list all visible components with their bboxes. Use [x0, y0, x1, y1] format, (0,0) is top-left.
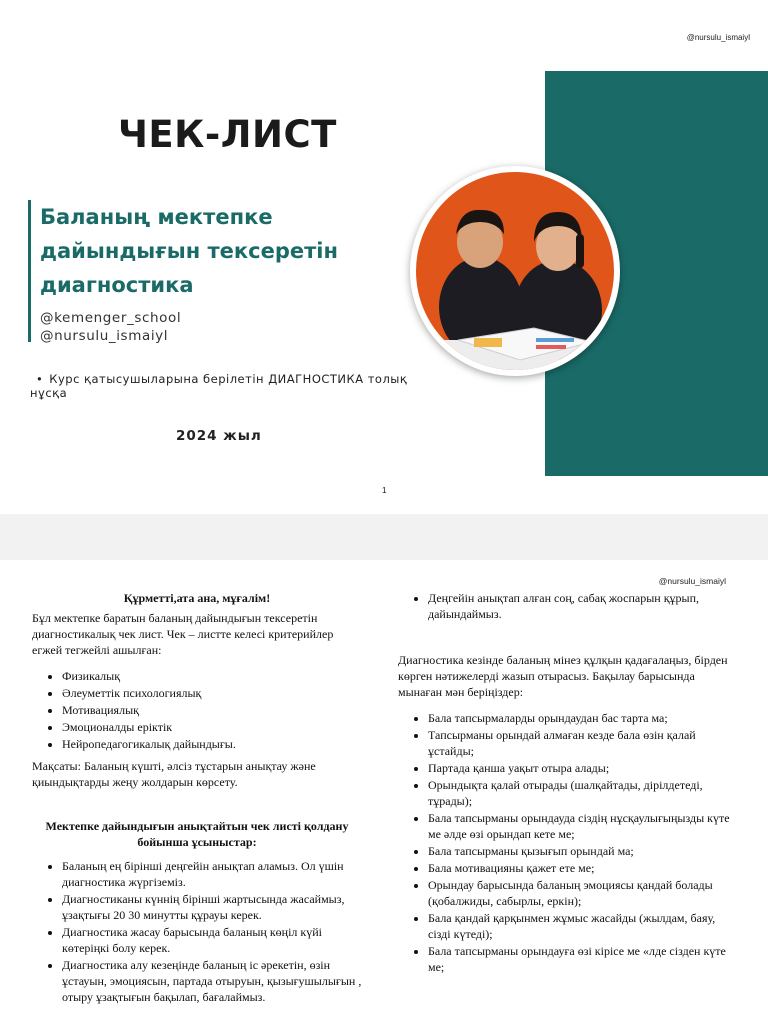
- content-page: [0, 560, 768, 1024]
- list-item: • Орындықта қалай отырады (шалқайтады, дірілдетеді, тұрады);: [428, 777, 736, 809]
- greeting-heading: Құрметті,ата ана, мұғалім!: [123, 591, 271, 605]
- list-item: • Партада қанша уақыт отыра алады;: [428, 760, 736, 776]
- bullet-icon: •: [36, 372, 44, 386]
- course-note: • Курс қатысушыларына берілетін ДИАГНОСТИКА толық нұсқа: [30, 372, 408, 400]
- children-photo: [410, 166, 620, 376]
- list-item: • Эмоционалды ерiктiк: [62, 719, 362, 735]
- left-column: [32, 590, 362, 1006]
- recommendations-heading: Мектепке дайындығын анықтайтын чек листі қолдану бойынша ұсыныстар:: [45, 819, 349, 849]
- list-item: • Бала тапсырманы орындауда сіздің нұсқаулығыңызды күте ме әлде өзі орындап кете ме;: [428, 810, 736, 842]
- observations-list: [398, 710, 736, 975]
- list-item: • Мотивациялық: [62, 702, 362, 718]
- list-item: • Әлеуметтік психологиялық: [62, 685, 362, 701]
- criteria-list: [32, 668, 362, 752]
- children-photo-illustration: [416, 172, 614, 370]
- list-item: • Бала тапсырманы орындауға өзі кірісе ме «лде сізден күте ме;: [428, 943, 736, 975]
- list-item: • Баланың ең бірінші деңгейін анықтап аламыз. Ол үшін диагностика жүргіземіз.: [62, 858, 362, 890]
- list-item: • Диагностиканы күннің бірінші жартысында жасаймыз, ұзақтығы 20 30 минутты құрауы керек.: [62, 891, 362, 923]
- list-item: • Тапсырманы орындай алмаған кезде бала өзін қалай ұстайды;: [428, 727, 736, 759]
- recommendations-list: [32, 858, 362, 1005]
- list-item: • Диагностика жасау барысында баланың көңіл күйі көтеріңкі болу керек.: [62, 924, 362, 956]
- right-column: [398, 590, 736, 976]
- subtitle-accent-bar: [28, 200, 31, 342]
- list-item: • Бала мотивацияны қажет ете ме;: [428, 860, 736, 876]
- page-number: 1: [382, 486, 387, 495]
- list-item: • Диагностика алу кезеңінде баланың іс әрекетін, өзін ұстауын, эмоциясын, партада отыруын, қызығушылығын , отыру ұзақтығын бақылап, бағалаймыз.: [62, 957, 362, 1005]
- list-item: • Деңгейін анықтап алған соң, сабақ жоспарын құрып, дайындаймыз.: [428, 590, 736, 622]
- list-item: • Бала тапсырмаларды орындаудан бас тарта ма;: [428, 710, 736, 726]
- list-item: • Физикалық: [62, 668, 362, 684]
- list-item: • Орындау барысында баланың эмоциясы қандай болады (қобалжиды, сабырлы, еркін);: [428, 877, 736, 909]
- observe-intro-paragraph: Диагностика кезінде баланың мінез құлқын қадағалаңыз, бірден көрген нәтижелерді жазып отырасыз. Бақылау барысында мынаған мән беріңіздер:: [398, 653, 728, 699]
- intro-paragraph: Бұл мектепке баратын баланың дайындығын тексеретін диагностикалық чек лист. Чек – листте келесі критерийлер егжей тегжейлі ашылған:: [32, 611, 334, 657]
- checklist-title: ЧЕК-ЛИСТ: [118, 113, 337, 156]
- year-label: 2024 жыл: [176, 428, 262, 444]
- author-handle-top: @nursulu_ismaiyl: [686, 33, 750, 42]
- goal-paragraph: Мақсаты: Баланың күшті, әлсіз тұстарын анықтау және қиындықтарды жеңу жолдарын көрсету.: [32, 759, 316, 789]
- checklist-subtitle: Баланың мектепке дайындығын тексеретін диагностика: [40, 205, 339, 297]
- list-item: • Бала тапсырманы қызығып орындай ма;: [428, 843, 736, 859]
- list-item: • Нейропедагогикалық дайындығы.: [62, 736, 362, 752]
- author-handle: @nursulu_ismaiyl: [40, 328, 169, 344]
- top-bullet-list: [398, 590, 736, 622]
- author-handle-page2: @nursulu_ismaiyl: [658, 576, 726, 586]
- list-item: • Бала қандай қарқынмен жұмыс жасайды (жылдам, баяу, сізді күтеді);: [428, 910, 736, 942]
- school-handle: @kemenger_school: [40, 310, 182, 326]
